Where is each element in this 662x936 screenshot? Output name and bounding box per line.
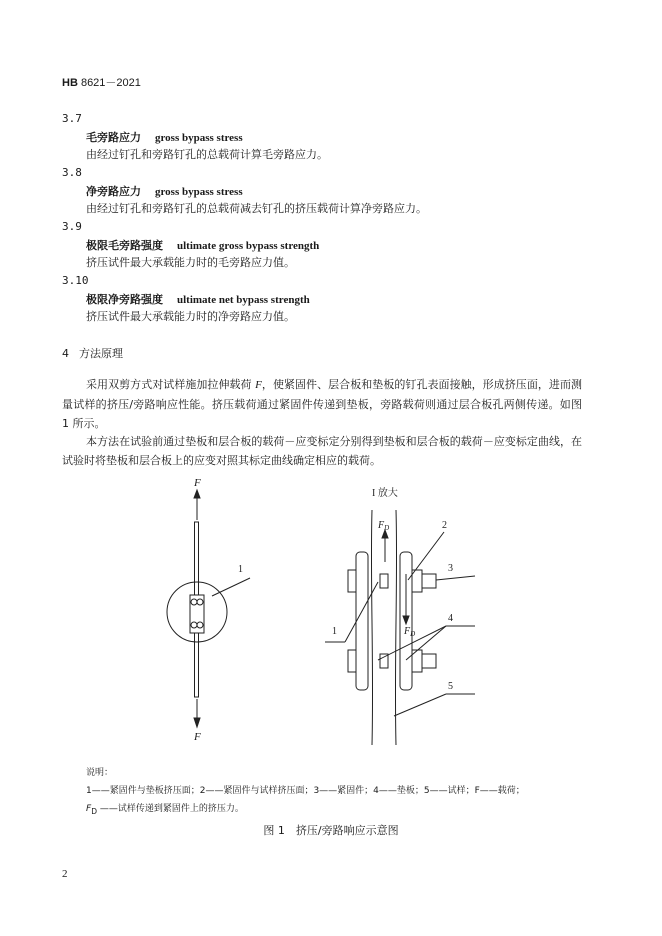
- doc-code: HB: [62, 77, 78, 89]
- figure-bearing-bypass-diagram: [150, 470, 490, 745]
- legend-line-1: 1——紧固件与垫板挤压面；2——紧固件与试样挤压面；3——紧固件；4——垫板；5——试样；F——载荷；: [86, 786, 525, 796]
- fastener-nut: [422, 654, 436, 668]
- leader-line: [212, 578, 250, 596]
- page-number: 2: [62, 868, 68, 880]
- term-zh: 毛旁路应力: [86, 131, 141, 144]
- callout-1: 1: [238, 564, 243, 575]
- load-label-top: F: [194, 477, 201, 489]
- specimen-edge-right: [395, 510, 396, 745]
- specimen-edge-left: [371, 510, 372, 745]
- term-number: 3.7: [62, 112, 82, 125]
- doc-number: 8621－2021: [77, 77, 141, 89]
- specimen-overview: [167, 477, 250, 743]
- zoom-label: I 放大: [372, 488, 398, 499]
- term-zh: 净旁路应力: [86, 185, 141, 198]
- leader-line-3: [436, 576, 475, 580]
- legend-line-2: $F_D$ ——试样传递到紧固件上的挤压力。: [86, 804, 244, 816]
- paragraph-calibration: 本方法在试验前通过垫板和层合板的载荷－应变标定分别得到垫板和层合板的载荷－应变标定曲线，在试验时将垫板和层合板上的应变对照其标定曲线确定相应的载荷。: [62, 435, 582, 467]
- term-title: [86, 183, 243, 199]
- term-definition: 由经过钉孔和旁路钉孔的总载荷减去钉孔的挤压载荷计算净旁路应力。: [86, 202, 427, 215]
- load-label-bottom: F: [194, 731, 201, 743]
- leader-line-2: [408, 532, 444, 580]
- callout-3: 3: [448, 563, 453, 574]
- section-title: 方法原理: [79, 347, 123, 360]
- term-number: 3.9: [62, 220, 82, 233]
- callout-5: 5: [448, 681, 453, 692]
- doubler-plate-left: [356, 552, 368, 690]
- term-en: gross bypass stress: [155, 186, 243, 198]
- term-zh: 极限净旁路强度: [86, 293, 163, 306]
- callout-4: 4: [448, 613, 453, 624]
- term-en: gross bypass stress: [155, 132, 243, 144]
- term-number: 3.8: [62, 166, 82, 179]
- load-symbol: F: [255, 379, 262, 391]
- leader-line-5a: [394, 694, 446, 716]
- term-zh: 极限毛旁路强度: [86, 239, 163, 252]
- arrow-head-top: [194, 490, 200, 498]
- term-title: [86, 129, 243, 145]
- fastener-head-left: [348, 650, 356, 672]
- arrow-head-bottom: [194, 718, 200, 727]
- figure-caption: 图 1 挤压/旁路响应示意图: [263, 824, 399, 837]
- fastener-head-left: [348, 570, 356, 592]
- callout-1-detail: 1: [332, 626, 337, 637]
- term-definition: 挤压试件最大承载能力时的毛旁路应力值。: [86, 256, 295, 269]
- bearing-force-label-bottom: $F_D$: [404, 626, 416, 638]
- fastener-shank: [380, 574, 388, 588]
- term-en: ultimate net bypass strength: [177, 294, 310, 306]
- term-en: ultimate gross bypass strength: [177, 240, 320, 252]
- section-heading: [62, 345, 123, 361]
- bearing-force-label-top: $F_D$: [378, 520, 390, 532]
- enlarged-detail: [325, 486, 475, 745]
- section-number: 4: [62, 347, 69, 360]
- term-definition: 由经过钉孔和旁路钉孔的总载荷计算毛旁路应力。: [86, 148, 328, 161]
- callout-2: 2: [442, 520, 447, 531]
- term-number: 3.10: [62, 274, 89, 287]
- paragraph-principle: 采用双剪方式对试样施加拉伸载荷 F，使紧固件、层合板和垫板的钉孔表面接触，形成挤压面，进而测量试样的挤压/旁路响应性能。挤压载荷通过紧固件传递到垫板，旁路载荷则通过层合板孔两侧传递。如图 1 所示。: [62, 378, 582, 430]
- term-title: [86, 237, 319, 253]
- term-title: [86, 291, 310, 307]
- legend-title: 说明：: [86, 768, 114, 778]
- doc-header: [62, 74, 141, 90]
- fastener-nut: [422, 574, 436, 588]
- term-definition: 挤压试件最大承载能力时的净旁路应力值。: [86, 310, 295, 323]
